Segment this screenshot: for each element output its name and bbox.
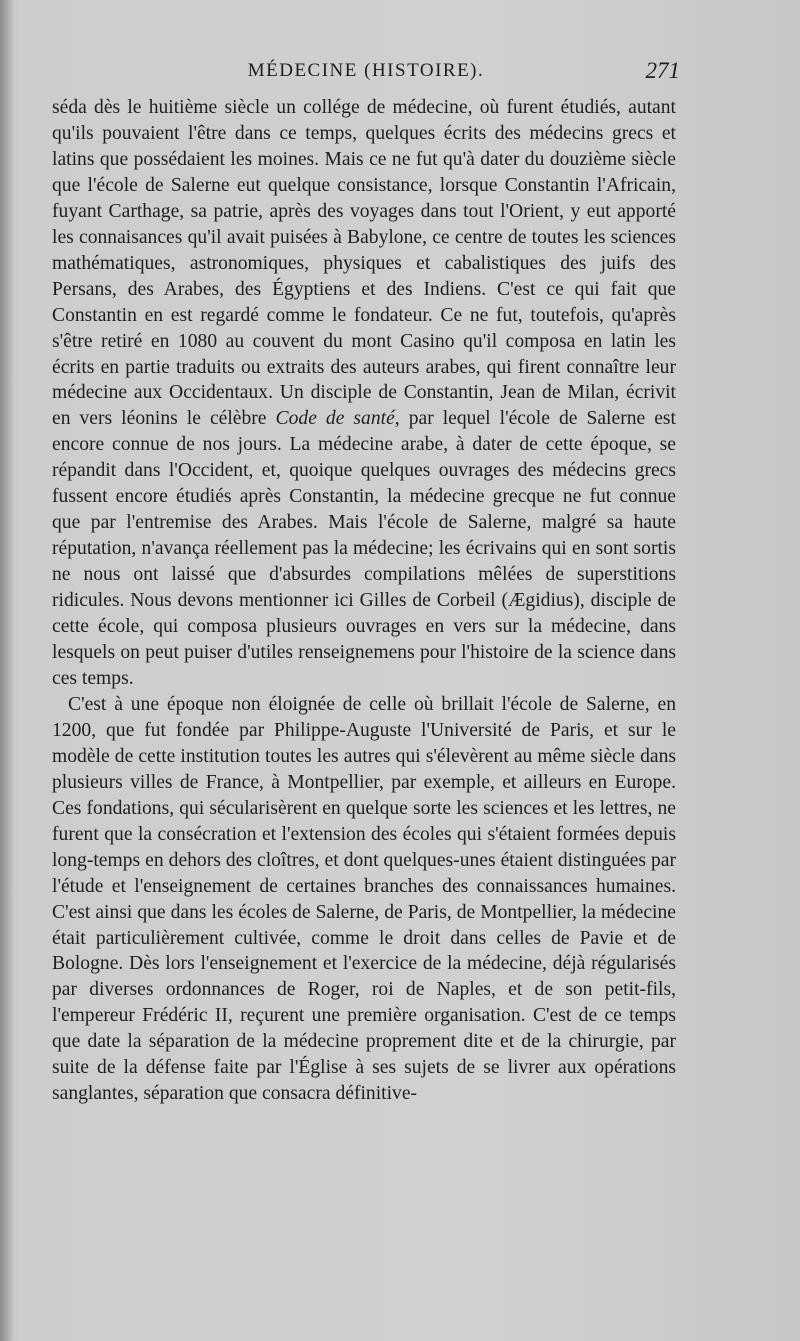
running-title: MÉDECINE (HISTOIRE).	[247, 60, 485, 81]
paragraph-2: C'est à une époque non éloignée de celle où brillait l'école de Salerne, en 1200, que fut fondée par Philippe-Auguste l'Université de Paris, et sur le modèle de cette institution toutes les autres qui s'élevèrent au même siècle dans plusieurs villes de France, à Montpellier, par exemple, et ailleurs en Europe. Ces fondations, qui sécularisèrent en quelque sorte les sciences et les lettres, ne furent que la consécration et l'extension des écoles qui s'étaient formées depuis long-temps en dehors des cloîtres, et dont quelques-unes étaient distinguées par l'étude et l'enseignement de certaines branches des connaissances humaines. C'est ainsi que dans les écoles de Salerne, de Paris, de Montpellier, la médecine était particulièrement cultivée, comme le droit dans celles de Pavie et de Bologne. Dès lors l'enseignement et l'exercice de la médecine, déjà régularisés par diverses ordonnances de Roger, roi de Naples, et de son petit-fils, l'empereur Frédéric II, reçurent une première organisation. C'est de ce temps que date la séparation de la médecine proprement dite et de la chirurgie, par suite de la défense faite par l'Église à ses sujets de se livrer aux opérations sanglantes, séparation que consacra définitive-	[52, 693, 676, 1105]
page-header	[52, 58, 680, 88]
body-text	[52, 95, 676, 1107]
binding-shadow	[0, 0, 14, 1341]
paragraph-1	[52, 95, 676, 692]
page-number: 271	[645, 58, 680, 83]
book-title-italic: Code de santé	[275, 408, 395, 430]
paragraph-1-part-2: , par lequel l'école de Salerne est encore connue de nos jours. La médecine arabe, à dater de cette époque, se répandit dans l'Occident, et, quoique quelques ouvrages des médecins grecs fussent encore étudiés après Constantin, la médecine grecque ne fut connue que par l'entremise des Arabes. Mais l'école de Salerne, malgré sa haute réputation, n'avança réellement pas la médecine; les écrivains qui en sont sortis ne nous ont laissé que d'absurdes compilations mêlées de superstitions ridicules. Nous devons mentionner ici Gilles de Corbeil (Ægidius), disciple de cette école, qui composa plusieurs ouvrages en vers sur la médecine, dans lesquels on peut puiser d'utiles renseignemens pour l'histoire de la science dans ces temps.	[52, 408, 677, 689]
paragraph-1-part-1: séda dès le huitième siècle un collége de médecine, où furent étudiés, autant qu'ils pouvaient l'être dans ce temps, quelques écrits des médecins grecs et latins que possédaient les moines. Mais ce ne fut qu'à dater du douzième siècle que l'école de Salerne eut quelque consistance, lorsque Constantin l'Africain, fuyant Carthage, sa patrie, après des voyages dans tout l'Orient, y eut apporté les connaisances qu'il avait puisées à Babylone, ce centre de toutes les sciences mathématiques, astronomiques, physiques et cabalistiques des juifs des Persans, des Arabes, des Égyptiens et des Indiens. C'est ce qui fait que Constantin en est regardé comme le fondateur. Ce ne fut, toutefois, qu'après s'être retiré en 1080 au couvent du mont Casino qu'il composa en latin les écrits en partie traduits ou extraits des auteurs arabes, qui firent connaître leur médecine aux Occidentaux. Un disciple de Constantin, Jean de Milan, écrivit en vers léonins le célèbre	[52, 97, 676, 430]
